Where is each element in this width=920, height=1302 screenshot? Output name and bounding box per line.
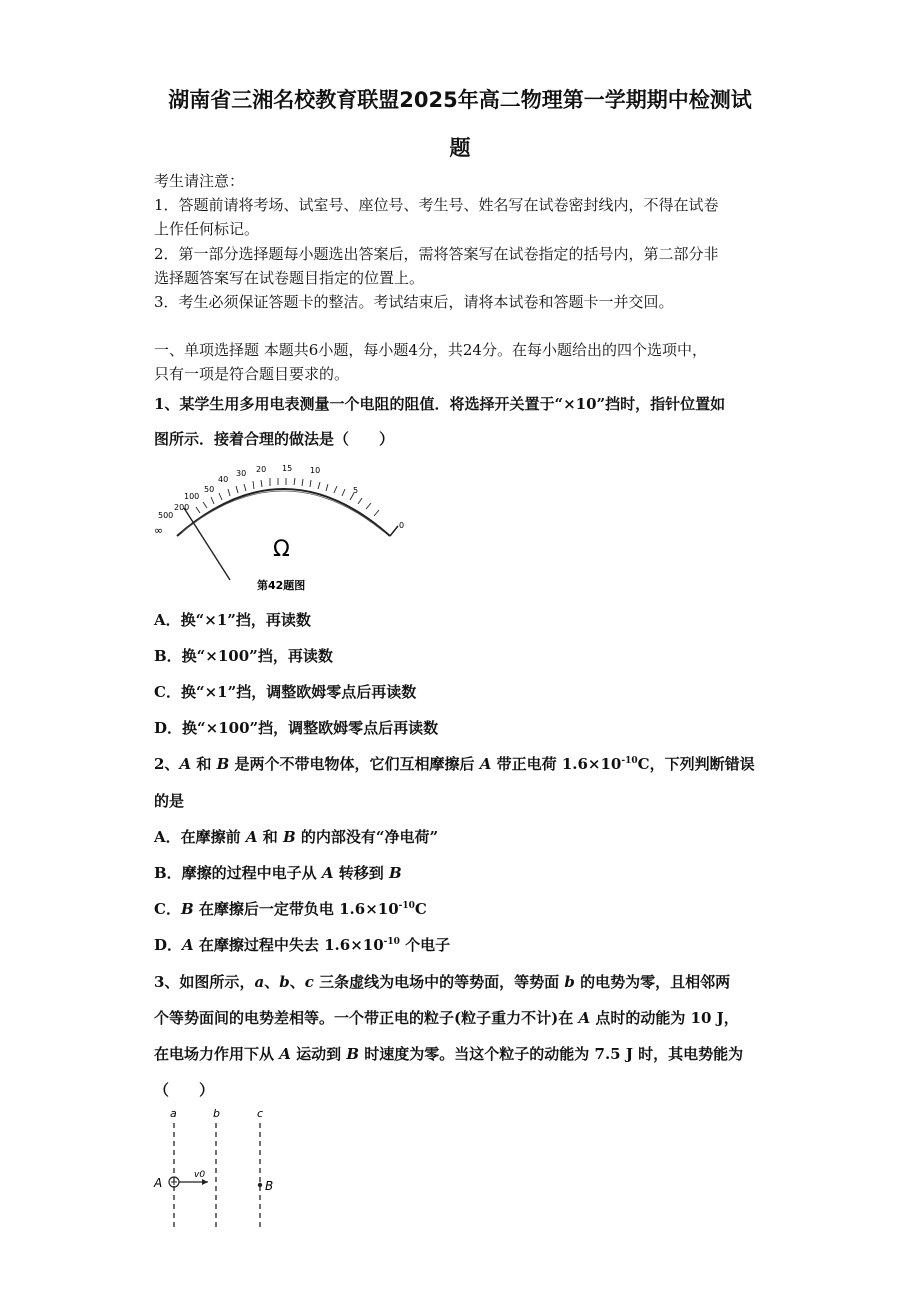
ohmmeter-figure <box>152 458 422 598</box>
equipotential-figure <box>150 1105 290 1230</box>
q3-stem-cont-3: （ ） <box>154 1081 215 1099</box>
q2-option-d: D．A 在摩擦过程中失去 $1.6\times 10^{-10}$ 个电子 <box>154 936 451 954</box>
q2-stem: 2、A 和 B 是两个不带电物体，它们互相摩擦后 A 带正电荷 $1.6\times 10^{-10}C$，下列判断错误 <box>154 755 755 773</box>
scale-label-100: 100 <box>184 492 200 501</box>
notice-item-2-cont: 选择题答案写在试卷题目指定的位置上。 <box>154 269 425 287</box>
scale-label-50: 50 <box>204 485 215 494</box>
label-point-b: B <box>265 1179 274 1193</box>
scale-label-10: 10 <box>310 466 321 475</box>
ohm-symbol: Ω <box>273 537 290 562</box>
label-b: b <box>213 1107 220 1120</box>
q3-stem-cont-1: 个等势面间的电势差相等。一个带正电的粒子(粒子重力不计)在 A 点时的动能为 10 J， <box>154 1009 739 1027</box>
q2-option-a: A．在摩擦前 A 和 B 的内部没有“净电荷” <box>154 828 439 846</box>
scale-label-20: 20 <box>256 465 267 474</box>
scale-label-30: 30 <box>236 469 247 478</box>
section-heading-cont: 只有一项是符合题目要求的。 <box>154 365 350 383</box>
q3-stem-cont-2: 在电场力作用下从 A 运动到 B 时速度为零。当这个粒子的动能为 7.5 J 时，其电势能为 <box>154 1045 744 1063</box>
notice-item-2: 2．第一部分选择题每小题选出答案后，需将答案写在试卷指定的括号内，第二部分非 <box>154 245 719 263</box>
q2-option-b: B．摩擦的过程中电子从 A 转移到 B <box>154 864 402 882</box>
figure-caption: 第42题图 <box>257 579 306 592</box>
q1-option-c: C．换“×1”挡，调整欧姆零点后再读数 <box>154 683 417 701</box>
q2-stem-cont: 的是 <box>154 792 185 810</box>
exam-title-line2: 题 <box>449 136 471 160</box>
meter-needle <box>184 508 230 580</box>
section-heading: 一、单项选择题 本题共6小题，每小题4分，共24分。在每小题给出的四个选项中， <box>154 341 707 359</box>
scale-label-200: 200 <box>174 503 190 512</box>
scale-label-40: 40 <box>218 475 229 484</box>
notice-item-1-cont: 上作任何标记。 <box>154 220 260 238</box>
scale-label-15: 15 <box>282 464 293 473</box>
label-c: c <box>257 1107 264 1120</box>
notice-heading: 考生请注意： <box>154 172 245 190</box>
scale-label-5: 5 <box>353 486 359 495</box>
scale-label-500: 500 <box>158 511 174 520</box>
q1-option-b: B．换“×100”挡，再读数 <box>154 647 333 665</box>
point-b <box>258 1183 262 1187</box>
scale-label-inf: ∞ <box>154 524 164 537</box>
q1-option-d: D．换“×100”挡，调整欧姆零点后再读数 <box>154 719 439 737</box>
q2-option-c: C．B 在摩擦后一定带负电 $1.6\times 10^{-10}C$ <box>154 900 427 918</box>
scale-label-0: 0 <box>399 521 405 530</box>
label-v0: v0 <box>194 1170 206 1180</box>
exam-title-line1: 湖南省三湘名校教育联盟2025年高二物理第一学期期中检测试 <box>168 88 752 112</box>
q1-option-a: A．换“×1”挡，再读数 <box>154 611 311 629</box>
q3-stem: 3、如图所示，a、b、c 三条虚线为电场中的等势面，等势面 b 的电势为零，且相邻两 <box>154 973 731 991</box>
label-a: a <box>170 1107 177 1120</box>
notice-item-3: 3．考生必须保证答题卡的整洁。考试结束后，请将本试卷和答题卡一并交回。 <box>154 293 674 311</box>
notice-item-1: 1．答题前请将考场、试室号、座位号、考生号、姓名写在试卷密封线内，不得在试卷 <box>154 196 719 214</box>
q1-stem-cont: 图所示．接着合理的做法是（ ） <box>154 430 395 448</box>
label-point-a: A <box>154 1176 163 1190</box>
q1-stem: 1、某学生用多用电表测量一个电阻的阻值．将选择开关置于“×10”挡时，指针位置如 <box>154 395 726 413</box>
